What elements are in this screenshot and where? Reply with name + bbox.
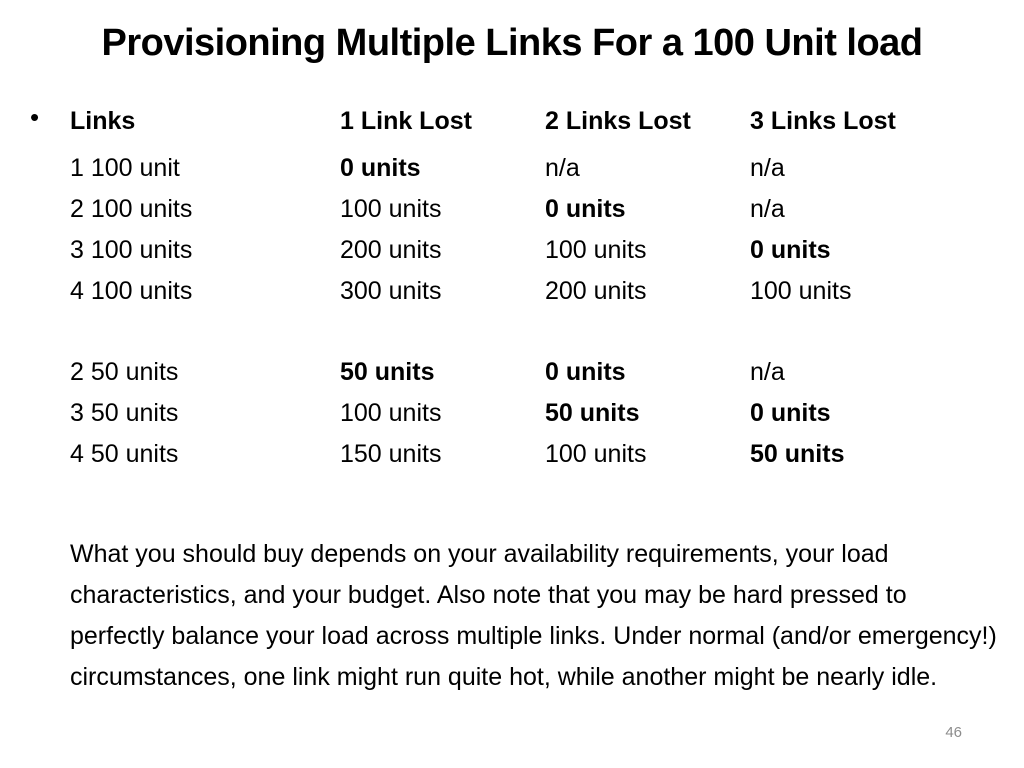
table-cell: 100 units (340, 195, 442, 223)
table-row (70, 393, 950, 434)
table-cell: 50 units (340, 358, 435, 386)
table-cell: 0 units (545, 195, 626, 223)
table-cell: 150 units (340, 440, 442, 468)
table-row (70, 434, 950, 475)
table-cell: 100 units (750, 277, 852, 305)
table-row (70, 230, 950, 271)
header-2-links-lost: 2 Links Lost (545, 106, 691, 135)
page-number: 46 (945, 724, 962, 741)
table-cell: 0 units (340, 154, 421, 182)
table-cell: 3 100 units (70, 236, 193, 264)
table-cell: 0 units (750, 236, 831, 264)
table-row (70, 271, 950, 312)
table-cell: n/a (750, 358, 785, 386)
table-cell: 100 units (545, 236, 647, 264)
table-cell: 100 units (340, 399, 442, 427)
table-cell: 200 units (340, 236, 442, 264)
table-cell: 50 units (545, 399, 640, 427)
table-row (70, 352, 950, 393)
table-cell: 4 100 units (70, 277, 193, 305)
table-row (70, 189, 950, 230)
table-cell: 0 units (750, 399, 831, 427)
table-group-spacer (70, 312, 950, 352)
table-cell: 3 50 units (70, 399, 179, 427)
slide-title: Provisioning Multiple Links For a 100 Unit load (101, 22, 923, 64)
header-1-link-lost: 1 Link Lost (340, 106, 472, 135)
header-links: Links (70, 106, 136, 135)
table-cell: 50 units (750, 440, 845, 468)
table-header-row (70, 100, 950, 142)
bullet-glyph: • (30, 102, 40, 132)
table-cell: 0 units (545, 358, 626, 386)
capacity-table (70, 100, 950, 475)
table-cell: n/a (750, 154, 785, 182)
table-cell: 300 units (340, 277, 442, 305)
table-cell: 200 units (545, 277, 647, 305)
table-cell: 1 100 unit (70, 154, 180, 182)
table-cell: 100 units (545, 440, 647, 468)
body-paragraph: What you should buy depends on your availability requirements, your load characteristics, and your budget. Also note that you may be hard pressed to perfectly balance your load across multiple links. Under normal (and/or emergency!) circumstances, one link might run quite hot, while another might be nearly idle. (70, 540, 997, 691)
table-cell: 4 50 units (70, 440, 179, 468)
table-cell: 2 100 units (70, 195, 193, 223)
header-3-links-lost: 3 Links Lost (750, 106, 896, 135)
table-cell: 2 50 units (70, 358, 179, 386)
table-cell: n/a (545, 154, 580, 182)
table-cell: n/a (750, 195, 785, 223)
table-row (70, 148, 950, 189)
